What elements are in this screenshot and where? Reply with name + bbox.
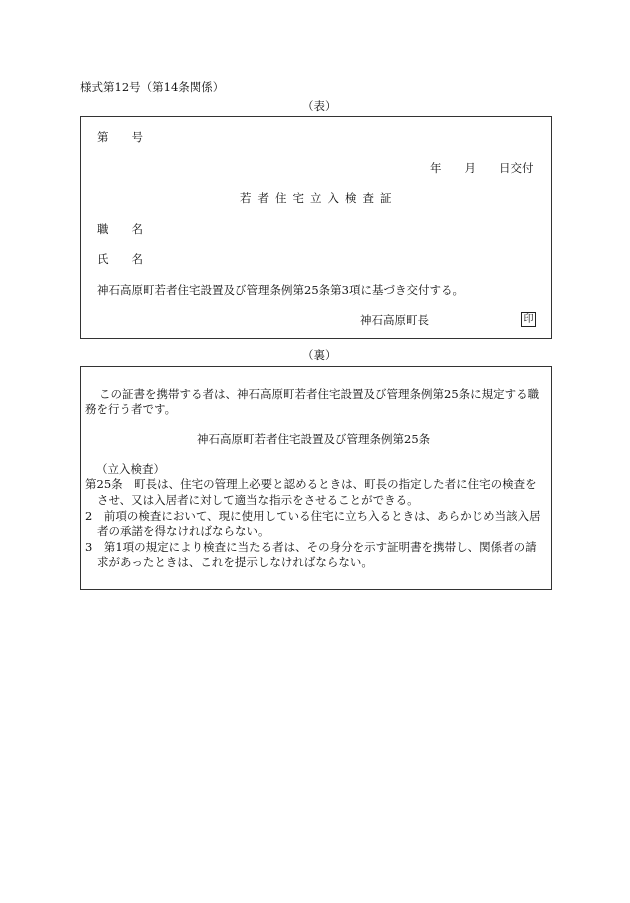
number-label: 第 号	[97, 130, 143, 144]
front-certificate-box	[80, 116, 552, 339]
article-25-line-2: させ、又は入居者に対して適当な指示をさせることができる。	[97, 493, 419, 507]
name-label: 氏 名	[97, 252, 143, 266]
paragraph-3-line-2: 求があったときは、これを提示しなければならない。	[97, 555, 373, 569]
issue-date-label: 年 月 日交付	[430, 161, 534, 175]
back-side-label: （裏）	[302, 348, 337, 362]
issue-statement: 神石高原町若者住宅設置及び管理条例第25条第3項に基づき交付する。	[97, 283, 464, 297]
front-side-label: （表）	[302, 99, 337, 113]
law-title: 神石高原町若者住宅設置及び管理条例第25条	[197, 432, 431, 446]
issuer-name: 神石高原町長	[360, 313, 429, 327]
certificate-title: 若者住宅立入検査証	[240, 191, 398, 205]
article-caption: （立入検査）	[96, 462, 165, 476]
intro-text-line-1: この証書を携帯する者は、神石高原町若者住宅設置及び管理条例第25条に規定する職	[99, 387, 540, 401]
paragraph-3-line-1: 3 第1項の規定により検査に当たる者は、その身分を示す証明書を携帯し、関係者の請	[85, 540, 537, 554]
form-number: 様式第12号（第14条関係）	[80, 80, 225, 94]
paragraph-2-line-1: 2 前項の検査において、現に使用している住宅に立ち入るときは、あらかじめ当該入居	[85, 509, 541, 523]
position-label: 職 名	[97, 222, 143, 236]
intro-text-line-2: 務を行う者です。	[85, 402, 177, 416]
seal-stamp-box: 印	[521, 312, 536, 327]
paragraph-2-line-2: 者の承諾を得なければならない。	[97, 524, 270, 538]
article-25-line-1: 第25条 町長は、住宅の管理上必要と認めるときは、町長の指定した者に住宅の検査を	[85, 477, 537, 491]
